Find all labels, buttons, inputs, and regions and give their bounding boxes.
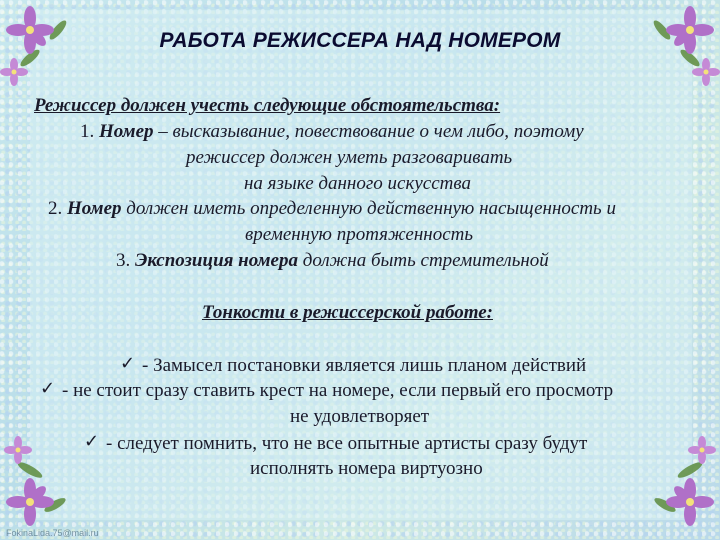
item-2-line-1: 2. Номер должен иметь определенную действенную насыщенность и — [48, 198, 616, 219]
item-3-line-1: 3. Экспозиция номера должна быть стремительной — [116, 250, 549, 271]
item-1-line-2: режиссер должен уметь разговаривать — [186, 147, 513, 168]
tip-2-line-2: не удовлетворяет — [290, 406, 430, 427]
check-icon: ✓ — [40, 378, 56, 399]
flower-corner-bottom-right — [630, 410, 720, 540]
item-1-line-3: на языке данного искусства — [244, 173, 471, 194]
tip-2-line-1: - не стоит сразу ставить крест на номере, если первый его просмотр — [62, 380, 614, 401]
item-2-number: 2. — [48, 198, 63, 219]
item-1-line-1: 1. Номер – высказывание, повествование о чем либо, поэтому — [80, 121, 584, 142]
item-1-keyword: Номер — [99, 121, 154, 142]
item-2-line-2: временную протяженность — [245, 224, 473, 245]
check-icon: ✓ — [84, 431, 100, 452]
slide-title: РАБОТА РЕЖИССЕРА НАД НОМЕРОМ — [159, 29, 561, 52]
tip-3-line-1: - следует помнить, что не все опытные артисты сразу будут — [106, 433, 588, 454]
intro-heading: Режиссер должен учесть следующие обстоятельства: — [34, 95, 501, 116]
flower-corner-bottom-left — [0, 410, 90, 540]
tip-3-line-2: исполнять номера виртуозно — [250, 458, 483, 479]
item-3-number: 3. — [116, 250, 131, 271]
item-1-number: 1. — [80, 121, 95, 142]
subtitle: Тонкости в режиссерской работе: — [202, 302, 493, 323]
tip-1-line-1: - Замысел постановки является лишь планом действий — [142, 355, 587, 376]
item-3-keyword: Экспозиция номера — [135, 250, 298, 271]
item-2-keyword: Номер — [67, 198, 122, 219]
watermark: FokinaLida.75@mail.ru — [6, 528, 99, 538]
check-icon: ✓ — [120, 353, 136, 374]
